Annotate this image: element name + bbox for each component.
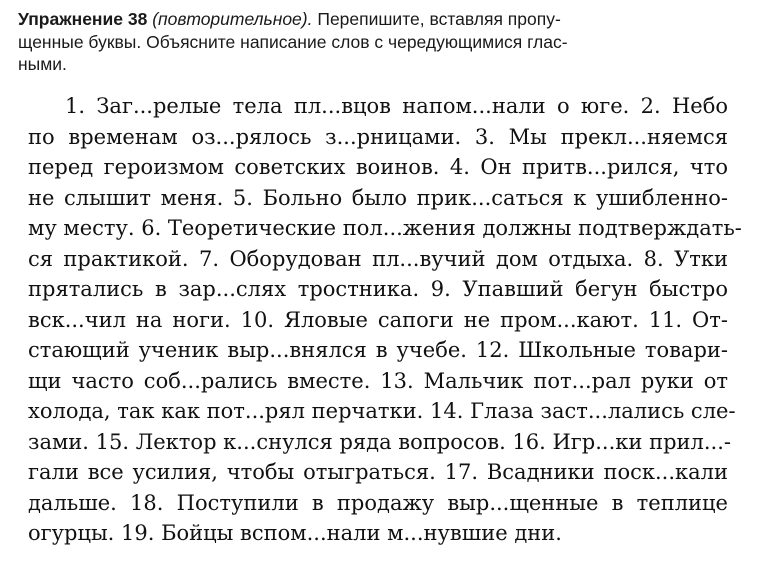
exercise-line: 1. Заг...релые тела пл...вцов напом...нали о юге. 2. Небо <box>65 94 728 118</box>
exercise-instruction-part-2: щенные буквы. Объясните написание слов с чередующимися глас- <box>18 31 568 52</box>
exercise-line: вск...чил на ноги. 10. Яловые сапоги не пром...кают. 11. От- <box>28 307 728 332</box>
exercise-line: по временам оз...рялось з...рницами. 3. Мы прекл...няемся <box>28 124 728 149</box>
exercise-line: холода, так как пот...рял перчатки. 14. Глаза заст...лались сле- <box>28 399 736 423</box>
exercise-header-line-1 <box>18 8 738 31</box>
exercise-line: зами. 15. Лектор к...снулся ряда вопросов. 16. Игр...ки прил...- <box>28 429 731 454</box>
exercise-line: не слышит меня. 5. Больно было прик...саться к ушибленно- <box>28 185 728 210</box>
exercise-subtitle: (повторительное). <box>152 9 313 29</box>
exercise-line: ся практикой. 7. Оборудован пл...вучий дом отдыха. 8. Утки <box>28 246 728 271</box>
exercise-line: гали все усилия, чтобы отыграться. 17. Всадники поск...кали <box>28 460 728 484</box>
exercise-header <box>18 8 738 76</box>
exercise-line: перед героизмом советских воинов. 4. Он притв...рился, что <box>28 155 728 179</box>
exercise-instruction-part-3: ными. <box>18 54 67 74</box>
exercise-text <box>28 91 742 549</box>
exercise-line: стающий ученик выр...внялся в учебе. 12. Школьные товари- <box>28 338 728 362</box>
exercise-title: Упражнение 38 <box>18 9 148 29</box>
exercise-line: щи часто соб...рались вместе. 13. Мальчик пот...рал руки от <box>28 368 728 393</box>
exercise-line: прятались в зар...слях тростника. 9. Упавший бегун быстро <box>28 277 728 301</box>
exercise-line: му месту. 6. Теоретические пол...жения должны подтверждать- <box>28 216 742 240</box>
exercise-instruction-part-1: Перепишите, вставляя пропу- <box>317 9 561 29</box>
exercise-line: дальше. 18. Поступили в продажу выр...щенные в теплице <box>28 490 728 515</box>
exercise-line: огурцы. 19. Бойцы вспом...нали м...нувшие дни. <box>28 521 562 545</box>
